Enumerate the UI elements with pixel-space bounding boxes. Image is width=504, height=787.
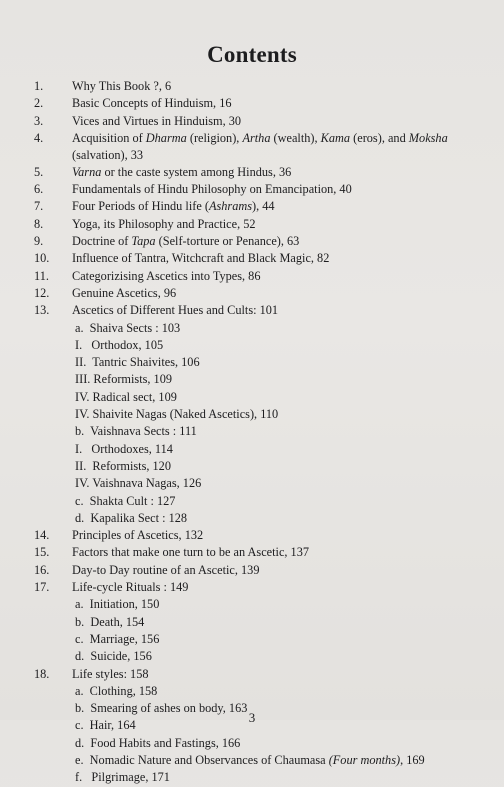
entry-number: 1. bbox=[34, 79, 44, 93]
toc-entry bbox=[0, 95, 504, 112]
toc-entry bbox=[0, 216, 504, 233]
entry-number: 17. bbox=[34, 580, 50, 595]
toc-entry bbox=[0, 302, 504, 319]
entry-text: Basic Concepts of Hinduism, 16 bbox=[72, 96, 232, 111]
entry-number: 10. bbox=[34, 251, 50, 266]
entry-text: Acquisition of Dharma (religion), Artha (wealth), Kama (eros), and Moksha (salvation), 33 bbox=[72, 130, 448, 162]
entry-number: 15. bbox=[34, 545, 50, 560]
entry-number: 3. bbox=[34, 113, 44, 128]
entry-text: II. Tantric Shaivites, 106 bbox=[75, 355, 200, 370]
entry-text: Life-cycle Rituals : 149 bbox=[72, 580, 189, 595]
entry-text: a. Shaiva Sects : 103 bbox=[75, 320, 181, 335]
toc-subentry bbox=[0, 423, 504, 440]
entry-number: 12. bbox=[34, 285, 50, 300]
entry-text: Four Periods of Hindu life (Ashrams), 44 bbox=[72, 199, 275, 214]
toc-entry bbox=[0, 268, 504, 285]
entry-text: b. Vaishnava Sects : 111 bbox=[75, 424, 197, 439]
toc-subentry bbox=[0, 475, 504, 492]
page-title: Contents bbox=[207, 42, 297, 67]
entry-text: d. Kapalika Sect : 128 bbox=[75, 510, 188, 525]
entry-text: a. Clothing, 158 bbox=[75, 683, 158, 698]
entry-text: IV. Radical sect, 109 bbox=[75, 389, 177, 404]
toc-entry bbox=[0, 113, 504, 130]
entry-text: c. Hair, 164 bbox=[75, 718, 136, 733]
toc-subentry bbox=[0, 769, 504, 786]
toc-entry bbox=[0, 181, 504, 198]
entry-number: 14. bbox=[34, 528, 50, 543]
entry-text: III. Reformists, 109 bbox=[75, 372, 172, 387]
toc-subentry bbox=[0, 389, 504, 406]
toc-subentry bbox=[0, 614, 504, 631]
entry-text: b. Death, 154 bbox=[75, 614, 145, 629]
entry-text: Ascetics of Different Hues and Cults: 101 bbox=[72, 303, 279, 318]
toc-subentry bbox=[0, 752, 504, 769]
entry-text: a. Initiation, 150 bbox=[75, 597, 160, 612]
entry-text: IV. Shaivite Nagas (Naked Ascetics), 110 bbox=[75, 407, 279, 422]
entry-text: Why This Book ?, 6 bbox=[72, 79, 172, 93]
entry-text: Fundamentals of Hindu Philosophy on Emancipation, 40 bbox=[72, 182, 352, 197]
entry-number: 6. bbox=[34, 182, 44, 197]
toc-subentry bbox=[0, 337, 504, 354]
entry-text: Yoga, its Philosophy and Practice, 52 bbox=[72, 216, 256, 231]
contents-list bbox=[0, 78, 504, 787]
toc-subentry bbox=[0, 510, 504, 527]
entry-text: d. Suicide, 156 bbox=[75, 649, 152, 664]
entry-text: Doctrine of Tapa (Self-torture or Penance), 63 bbox=[72, 234, 300, 249]
entry-number: 2. bbox=[34, 96, 44, 111]
toc-subentry bbox=[0, 493, 504, 510]
entry-number: 7. bbox=[34, 199, 44, 214]
toc-entry bbox=[0, 130, 504, 164]
toc-subentry bbox=[0, 441, 504, 458]
toc-entry bbox=[0, 544, 504, 561]
entry-text: f. Pilgrimage, 171 bbox=[75, 770, 170, 785]
toc-subentry bbox=[0, 406, 504, 423]
entry-text: II. Reformists, 120 bbox=[75, 458, 171, 473]
toc-entry bbox=[0, 233, 504, 250]
entry-text: Categorizising Ascetics into Types, 86 bbox=[72, 268, 261, 283]
toc-subentry bbox=[0, 371, 504, 388]
entry-text: Factors that make one turn to be an Ascetic, 137 bbox=[72, 545, 309, 560]
entry-text: Principles of Ascetics, 132 bbox=[72, 528, 204, 543]
toc-subentry bbox=[0, 735, 504, 752]
entry-number: 13. bbox=[34, 303, 50, 318]
entry-text: e. Nomadic Nature and Observances of Chaumasa (Four months), 169 bbox=[75, 752, 425, 767]
entry-number: 18. bbox=[34, 666, 50, 681]
entry-text: Influence of Tantra, Witchcraft and Black Magic, 82 bbox=[72, 251, 330, 266]
entry-number: 5. bbox=[34, 164, 44, 179]
entry-text: Genuine Ascetics, 96 bbox=[72, 285, 177, 300]
entry-text: Vices and Virtues in Hinduism, 30 bbox=[72, 113, 242, 128]
entry-text: d. Food Habits and Fastings, 166 bbox=[75, 735, 241, 750]
toc-entry bbox=[0, 285, 504, 302]
toc-subentry bbox=[0, 631, 504, 648]
entry-number: 8. bbox=[34, 216, 44, 231]
entry-text: c. Marriage, 156 bbox=[75, 631, 160, 646]
toc-subentry bbox=[0, 320, 504, 337]
toc-entry bbox=[0, 562, 504, 579]
toc-subentry bbox=[0, 648, 504, 665]
toc-entry bbox=[0, 164, 504, 181]
entry-text: b. Smearing of ashes on body, 163 bbox=[75, 701, 248, 716]
entry-number: 9. bbox=[34, 234, 44, 249]
page-number: 3 bbox=[248, 710, 256, 725]
toc-entry bbox=[0, 250, 504, 267]
toc-subentry bbox=[0, 683, 504, 700]
entry-text: Varna or the caste system among Hindus, 36 bbox=[72, 164, 292, 179]
entry-text: IV. Vaishnava Nagas, 126 bbox=[75, 476, 202, 491]
entry-number: 11. bbox=[34, 268, 49, 283]
toc-entry bbox=[0, 527, 504, 544]
entry-text: I. Orthodox, 105 bbox=[75, 337, 164, 352]
toc-subentry bbox=[0, 354, 504, 371]
toc-entry bbox=[0, 666, 504, 683]
toc-entry bbox=[0, 78, 504, 95]
entry-text: Life styles: 158 bbox=[72, 666, 149, 681]
entry-text: I. Orthodoxes, 114 bbox=[75, 441, 173, 456]
entry-text: Day-to Day routine of an Ascetic, 139 bbox=[72, 562, 260, 577]
toc-entry bbox=[0, 579, 504, 596]
entry-number: 16. bbox=[34, 562, 50, 577]
toc-subentry bbox=[0, 458, 504, 475]
entry-text: c. Shakta Cult : 127 bbox=[75, 493, 176, 508]
toc-subentry bbox=[0, 596, 504, 613]
entry-number: 4. bbox=[34, 130, 44, 145]
toc-entry bbox=[0, 198, 504, 215]
